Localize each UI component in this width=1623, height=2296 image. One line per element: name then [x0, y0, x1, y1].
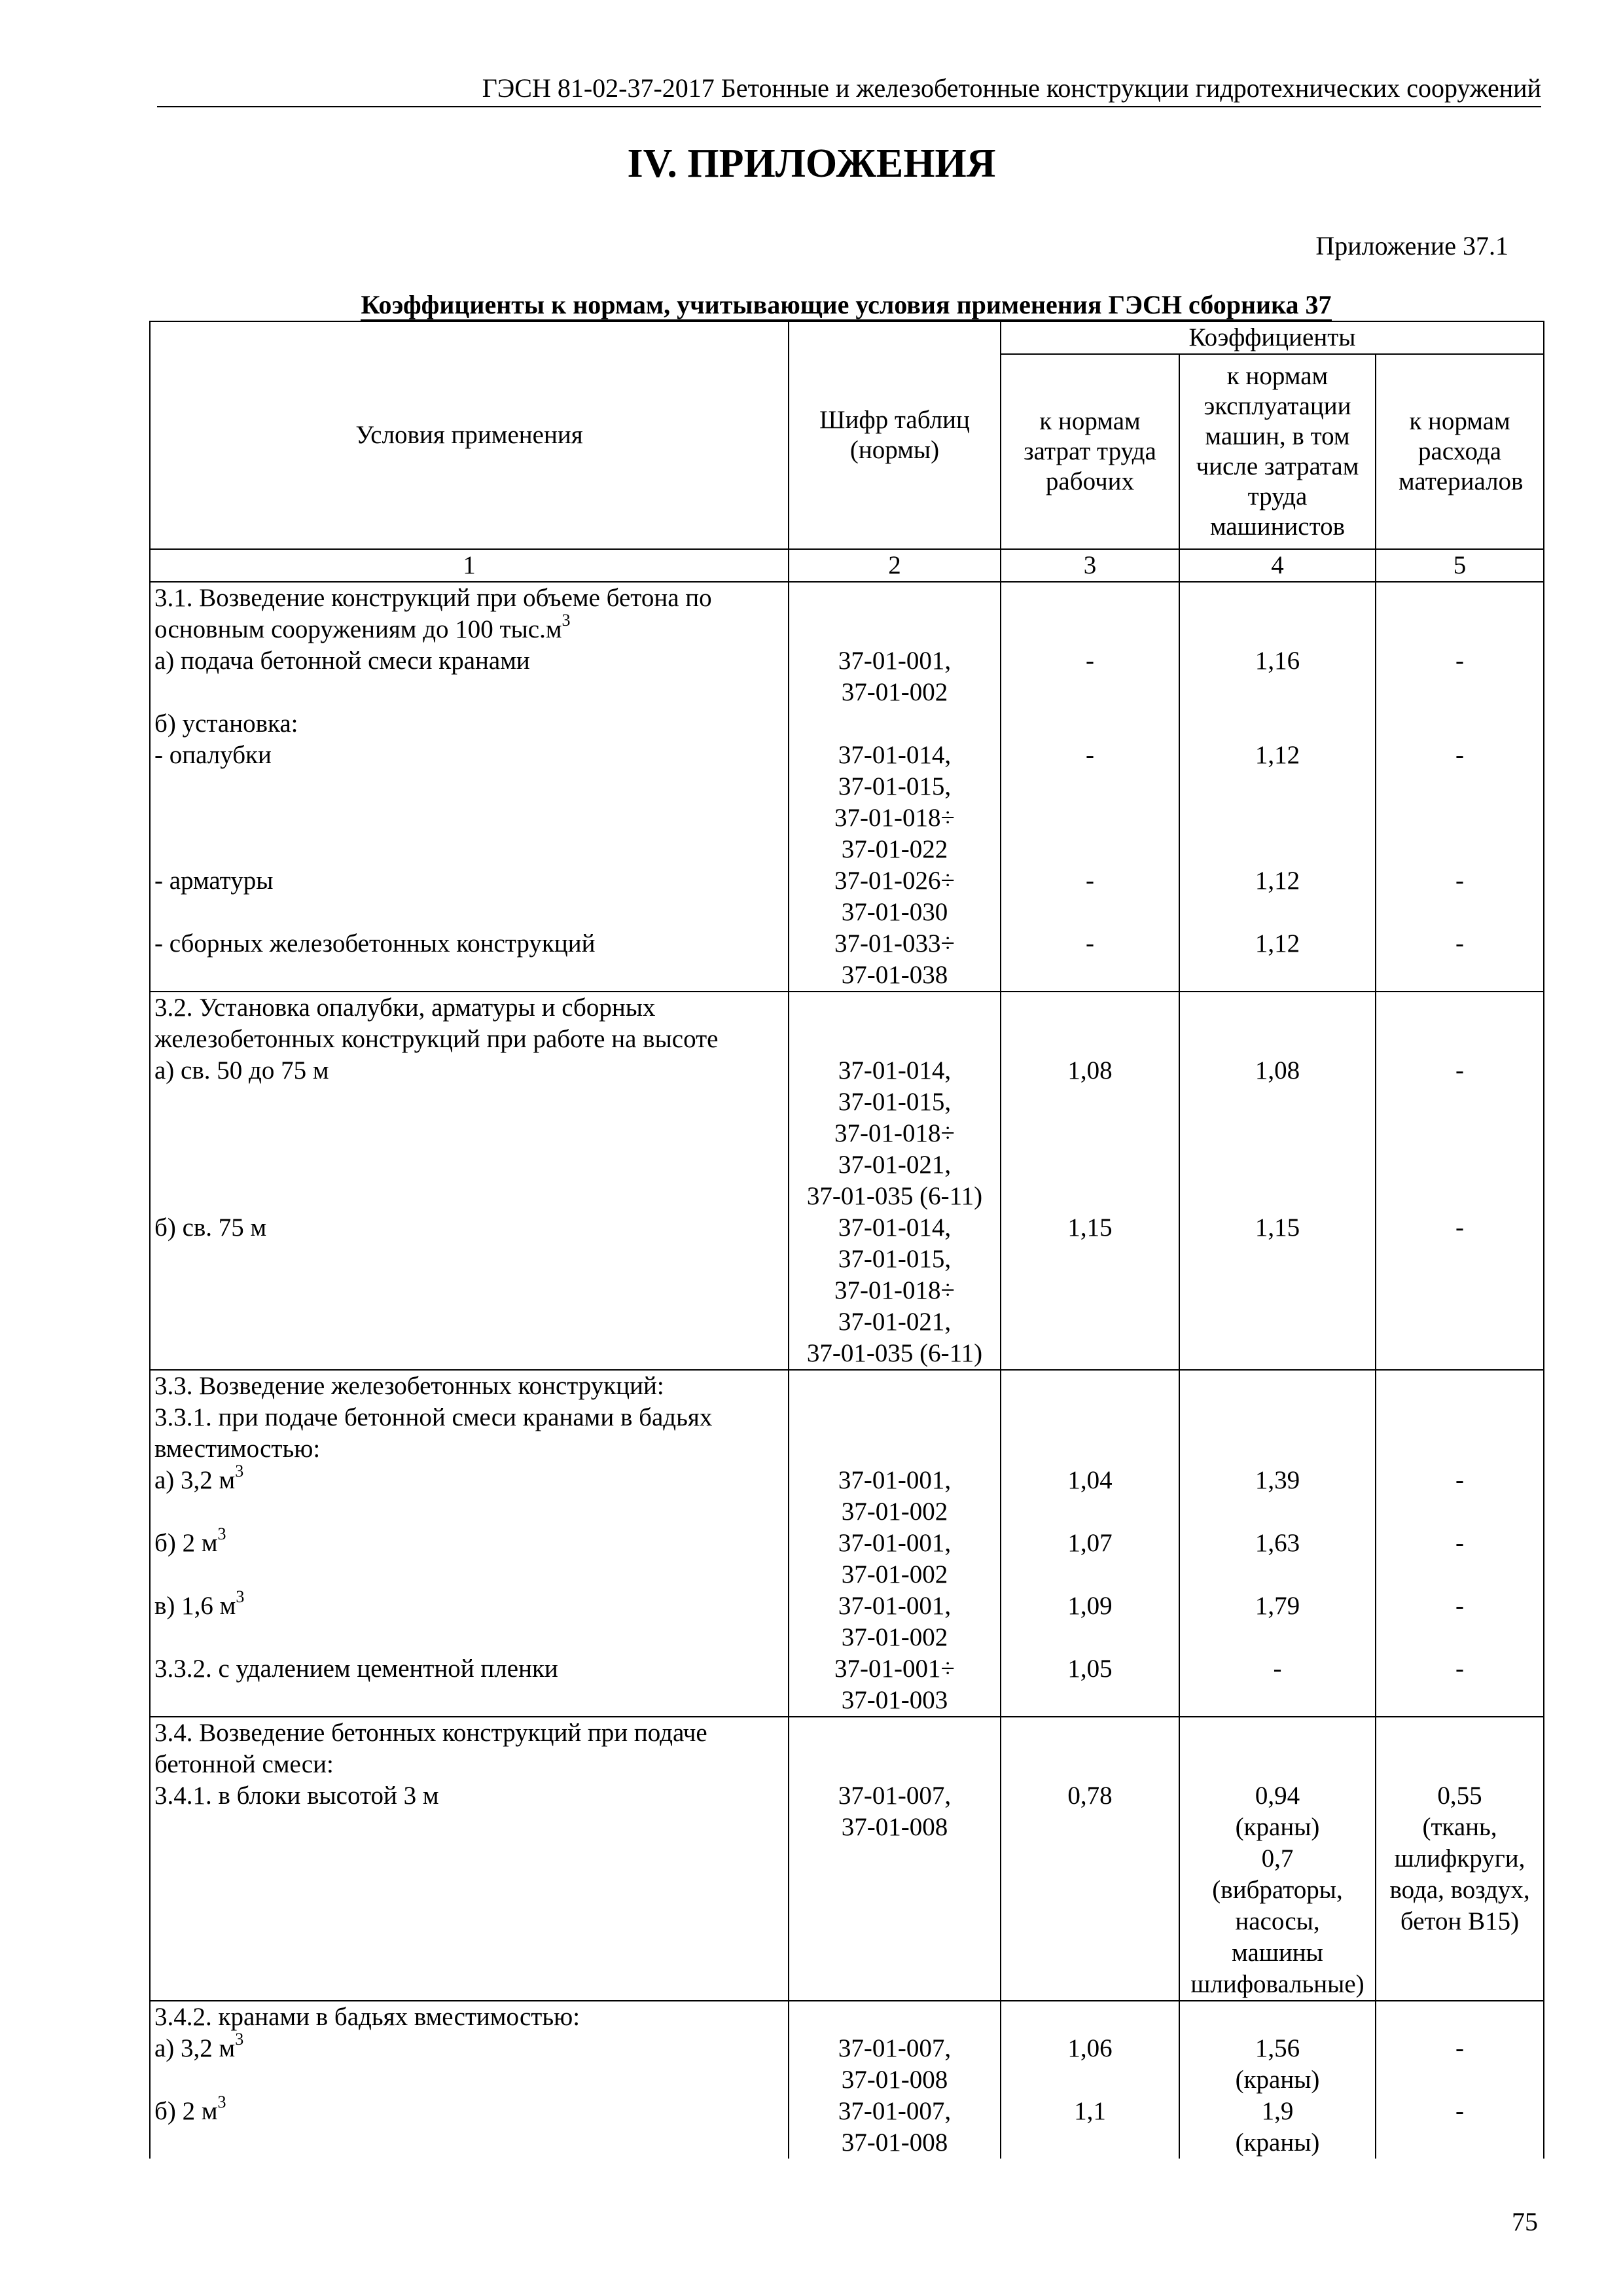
machines-value: 1,79 — [1255, 1592, 1300, 1620]
condition-label-text: а) подача бетонной смеси кранами — [154, 647, 530, 675]
labor-value: - — [1086, 741, 1094, 769]
machines-coef-cell — [1179, 1717, 1376, 2001]
materials-value — [1380, 708, 1539, 740]
column-number-row — [150, 549, 1544, 582]
machines-coef-cell — [1179, 1370, 1376, 1717]
labor-value: 1,05 — [1067, 1655, 1113, 1683]
condition-label — [154, 1462, 784, 1528]
column-number: 2 — [789, 549, 1001, 582]
section-heading-text: 3.1. Возведение конструкций при объеме бетона по основным сооружениям до 100 тыс.м — [154, 584, 712, 643]
conditions-cell — [150, 582, 789, 992]
cipher-value — [793, 708, 996, 740]
labor-value: 1,1 — [1074, 2097, 1106, 2125]
materials-coef-cell — [1376, 1717, 1544, 2001]
conditions-cell — [150, 1370, 789, 1717]
machines-value: 1,16 — [1255, 647, 1300, 675]
labor-value: 1,04 — [1067, 1466, 1113, 1494]
materials-value: - — [1455, 2097, 1465, 2125]
condition-label-text: б) 2 м — [154, 1529, 218, 1557]
superscript: 3 — [217, 1524, 226, 1543]
materials-coef-cell — [1376, 2001, 1544, 2159]
column-number: 5 — [1376, 549, 1544, 582]
condition-label-text: - арматуры — [154, 867, 274, 895]
condition-label-text: - опалубки — [154, 741, 272, 769]
labor-value: 1,08 — [1067, 1056, 1113, 1085]
machines-value: 1,39 — [1255, 1466, 1300, 1494]
labor-value: 1,07 — [1067, 1529, 1113, 1557]
labor-value: 0,78 — [1067, 1782, 1113, 1810]
condition-label — [154, 865, 784, 928]
table-caption — [149, 288, 1543, 322]
cipher-cell — [789, 1370, 1001, 1717]
materials-value: - — [1455, 1213, 1465, 1242]
cipher-value: 37-01-014, 37-01-015, 37-01-018÷ 37-01-022 — [834, 741, 955, 863]
machines-value: 1,9 (краны) — [1235, 2097, 1320, 2157]
header-materials: к нормам расхода материалов — [1376, 354, 1544, 549]
coefficients-table — [149, 321, 1544, 2159]
cipher-cell — [789, 2001, 1001, 2159]
condition-label-text: 3.4.1. в блоки высотой 3 м — [154, 1782, 439, 1810]
superscript: 3 — [236, 1587, 245, 1606]
superscript: 3 — [217, 2092, 226, 2111]
labor-value: - — [1086, 867, 1094, 895]
condition-label — [154, 1587, 784, 1653]
cipher-value: 37-01-001, 37-01-002 — [838, 647, 952, 706]
machines-value: 1,12 — [1255, 929, 1300, 958]
materials-value: - — [1455, 1466, 1465, 1494]
superscript: 3 — [235, 2030, 244, 2049]
condition-label-text: б) 2 м — [154, 2097, 218, 2125]
condition-label-text: а) 3,2 м — [154, 1466, 236, 1494]
cipher-value: 37-01-007, 37-01-008 — [838, 1782, 952, 1841]
section-heading — [154, 583, 784, 645]
condition-label — [154, 708, 784, 740]
conditions-cell — [150, 1717, 789, 2001]
labor-coef-cell — [1001, 1370, 1179, 1717]
table-header — [150, 321, 1544, 582]
header-cipher: Шифр таблиц (нормы) — [789, 321, 1001, 549]
column-number: 1 — [150, 549, 789, 582]
condition-label — [154, 1524, 784, 1590]
section-row — [150, 1370, 1544, 1717]
section-row — [150, 992, 1544, 1370]
condition-label — [154, 1055, 784, 1212]
section-row — [150, 1717, 1544, 2001]
table-caption-text: Коэффициенты к нормам, учитывающие условия применения ГЭСН сборника 37 — [361, 290, 1332, 319]
condition-label-text: - сборных железобетонных конструкций — [154, 929, 596, 958]
condition-label-text: а) 3,2 м — [154, 2034, 236, 2062]
labor-coef-cell — [1001, 2001, 1179, 2159]
materials-value: - — [1455, 1056, 1465, 1085]
header-conditions: Условия применения — [150, 321, 789, 549]
machines-coef-cell — [1179, 992, 1376, 1370]
materials-value: - — [1455, 929, 1465, 958]
table-body — [150, 582, 1544, 2159]
cipher-value: 37-01-001, 37-01-002 — [838, 1529, 952, 1588]
materials-value: - — [1455, 867, 1465, 895]
materials-value: 0,55 (ткань, шлифкруги, вода, воздух, бетон В15) — [1389, 1782, 1530, 1935]
superscript: 3 — [562, 611, 571, 630]
section-heading-text: 3.2. Установка опалубки, арматуры и сборных железобетонных конструкций при работе на высоте — [154, 994, 719, 1053]
condition-label-text: б) св. 75 м — [154, 1213, 267, 1242]
cipher-cell — [789, 992, 1001, 1370]
materials-value: - — [1455, 1592, 1465, 1620]
section-heading — [154, 2001, 784, 2033]
machines-value: 1,63 — [1255, 1529, 1300, 1557]
condition-label — [154, 645, 784, 708]
labor-value: 1,15 — [1067, 1213, 1113, 1242]
condition-label-text: а) св. 50 до 75 м — [154, 1056, 329, 1085]
materials-coef-cell — [1376, 992, 1544, 1370]
section-heading — [154, 992, 784, 1055]
section-heading-text: 3.4.2. кранами в бадьях вместимостью: — [154, 2003, 580, 2031]
machines-value — [1184, 708, 1371, 740]
labor-value: - — [1086, 929, 1094, 958]
appendix-label: Приложение 37.1 — [1315, 231, 1508, 260]
materials-value: - — [1455, 1529, 1465, 1557]
page-title: IV. ПРИЛОЖЕНИЯ — [627, 141, 996, 186]
machines-value: - — [1273, 1655, 1282, 1683]
labor-coef-cell — [1001, 1717, 1179, 2001]
cipher-value: 37-01-001, 37-01-002 — [838, 1592, 952, 1651]
column-number: 4 — [1179, 549, 1376, 582]
section-row — [150, 2001, 1544, 2159]
condition-label-text: 3.3.2. с удалением цементной пленки — [154, 1655, 558, 1683]
condition-label — [154, 1212, 784, 1369]
machines-value: 1,15 — [1255, 1213, 1300, 1242]
machines-value: 1,56 (краны) — [1235, 2034, 1320, 2094]
machines-coef-cell — [1179, 582, 1376, 992]
condition-label — [154, 928, 784, 991]
header-coefficients: Коэффициенты — [1001, 321, 1544, 354]
materials-value: - — [1455, 1655, 1465, 1683]
condition-label — [154, 740, 784, 865]
cipher-value: 37-01-026÷ 37-01-030 — [834, 867, 955, 926]
cipher-value: 37-01-014, 37-01-015, 37-01-018÷ 37-01-021, 37-01-035 (6-11) — [806, 1056, 983, 1210]
condition-label — [154, 1780, 784, 2000]
section-heading-text: 3.4. Возведение бетонных конструкций при подаче бетонной смеси: — [154, 1719, 707, 1778]
header-machines: к нормам эксплуатации машин, в том числе затратам труда машинистов — [1179, 354, 1376, 549]
superscript: 3 — [235, 1462, 244, 1480]
materials-coef-cell — [1376, 582, 1544, 992]
cipher-value: 37-01-014, 37-01-015, 37-01-018÷ 37-01-021, 37-01-035 (6-11) — [806, 1213, 983, 1367]
header-labor: к нормам затрат труда рабочих — [1001, 354, 1179, 549]
cipher-value: 37-01-007, 37-01-008 — [838, 2097, 952, 2157]
labor-coef-cell — [1001, 992, 1179, 1370]
machines-value: 1,12 — [1255, 867, 1300, 895]
machines-value: 1,12 — [1255, 741, 1300, 769]
running-header: ГЭСН 81-02-37-2017 Бетонные и железобетонные конструкции гидротехнических сооружений — [157, 72, 1541, 107]
section-heading — [154, 1717, 784, 1780]
column-number: 3 — [1001, 549, 1179, 582]
labor-value — [1005, 708, 1175, 740]
section-heading-text: 3.3. Возведение железобетонных конструкций: 3.3.1. при подаче бетонной смеси кранами в бадьях вместимостью: — [154, 1372, 713, 1463]
labor-value: 1,09 — [1067, 1592, 1113, 1620]
cipher-cell — [789, 582, 1001, 992]
labor-value: - — [1086, 647, 1094, 675]
condition-label — [154, 2092, 784, 2159]
conditions-cell — [150, 992, 789, 1370]
section-row — [150, 582, 1544, 992]
condition-label — [154, 2030, 784, 2096]
machines-value: 0,94 (краны) 0,7 (вибраторы, насосы, машины шлифовальные) — [1190, 1782, 1364, 1998]
machines-coef-cell — [1179, 2001, 1376, 2159]
materials-value: - — [1455, 741, 1465, 769]
condition-label-text: в) 1,6 м — [154, 1592, 236, 1620]
cipher-cell — [789, 1717, 1001, 2001]
section-heading — [154, 1371, 784, 1465]
labor-value: 1,06 — [1067, 2034, 1113, 2062]
condition-label — [154, 1653, 784, 1716]
machines-value: 1,08 — [1255, 1056, 1300, 1085]
labor-coef-cell — [1001, 582, 1179, 992]
materials-coef-cell — [1376, 1370, 1544, 1717]
materials-value: - — [1455, 647, 1465, 675]
cipher-value: 37-01-001÷ 37-01-003 — [834, 1655, 955, 1714]
condition-label-text: б) установка: — [154, 709, 298, 738]
conditions-cell — [150, 2001, 789, 2159]
cipher-value: 37-01-007, 37-01-008 — [838, 2034, 952, 2094]
cipher-value: 37-01-033÷ 37-01-038 — [834, 929, 955, 989]
cipher-value: 37-01-001, 37-01-002 — [838, 1466, 952, 1526]
page-number: 75 — [1512, 2207, 1538, 2236]
materials-value: - — [1455, 2034, 1465, 2062]
